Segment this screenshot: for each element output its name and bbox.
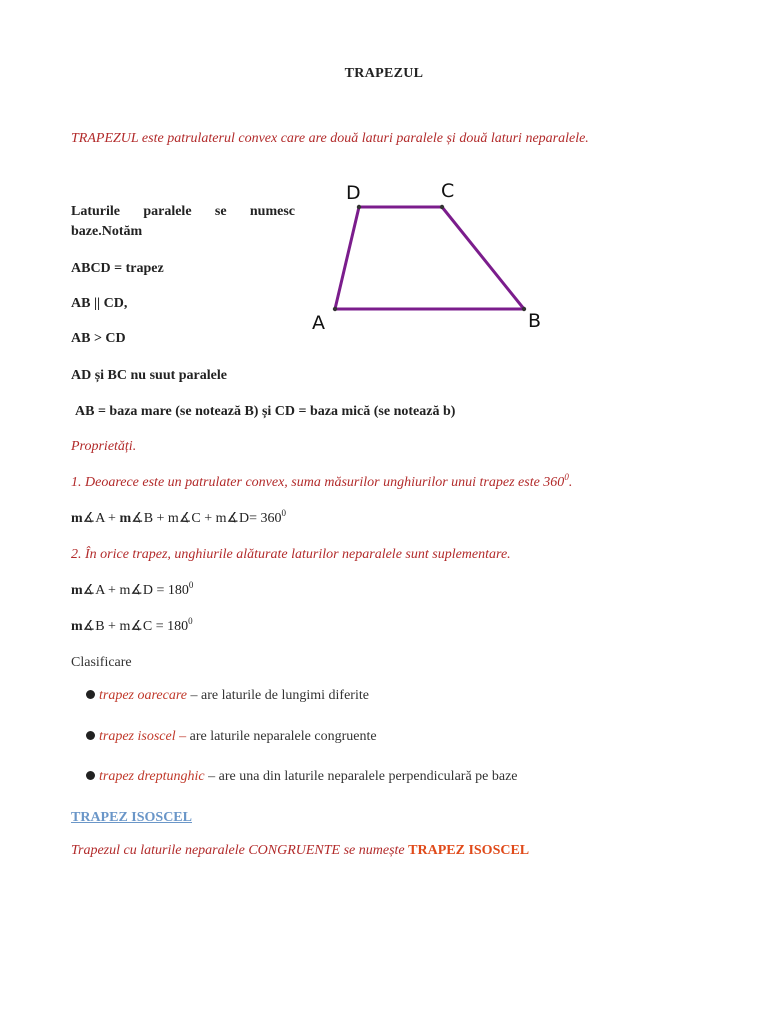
vertex-a-dot bbox=[333, 307, 337, 311]
list-item: trapez oarecare – are laturile de lungimi diferite bbox=[86, 688, 369, 704]
property-2: 2. În orice trapez, unghiurile alăturate laturilor neparalele sunt suplementare. bbox=[71, 547, 511, 562]
bases-line-2: baze.Notăm bbox=[71, 224, 143, 239]
greater-statement: AB > CD bbox=[71, 331, 126, 346]
vertex-c-dot bbox=[440, 205, 444, 209]
classification-heading: Clasificare bbox=[71, 655, 132, 670]
vertex-label-d: D bbox=[346, 182, 361, 204]
vertex-d-dot bbox=[357, 205, 361, 209]
list-item: trapez isoscel – are laturile neparalele congruente bbox=[86, 729, 377, 745]
bases-line-1: Laturile paralele se numesc bbox=[71, 204, 295, 219]
bullet-icon bbox=[86, 771, 95, 780]
vertex-label-c: C bbox=[441, 180, 455, 202]
properties-heading: Proprietăți. bbox=[71, 439, 137, 454]
formula-a-d: m∡A + m∡D = $180^0$ bbox=[71, 580, 194, 598]
isoscel-definition: Trapezul cu laturile neparalele CONGRUENTE se numește TRAPEZ ISOSCEL bbox=[71, 843, 530, 858]
page-title: TRAPEZUL bbox=[344, 66, 424, 81]
bullet-icon bbox=[86, 690, 95, 699]
vertex-b-dot bbox=[522, 307, 526, 311]
formula-b-c: m∡B + m∡C = $180^0$ bbox=[71, 616, 193, 634]
vertex-label-a: A bbox=[312, 312, 325, 334]
bases-paragraph bbox=[71, 202, 295, 242]
vertex-label-b: B bbox=[528, 310, 542, 332]
abcd-notation: ABCD = trapez bbox=[71, 261, 164, 276]
trapezoid-definition: TRAPEZUL este patrulaterul convex care are două laturi paralele și două laturi neparalele. bbox=[71, 131, 589, 146]
formula-sum-360: m∡A + m∡B + m∡C + m∡D= $360^0$ bbox=[71, 508, 287, 526]
property-1: 1. Deoarece este un patrulater convex, suma măsurilor unghiurilor unui trapez este $360^0$. bbox=[71, 472, 573, 490]
parallel-statement: AB || CD, bbox=[71, 296, 128, 311]
trapezoid-shape bbox=[335, 207, 524, 309]
trapezoid-figure bbox=[305, 175, 565, 335]
bases-names: AB = baza mare (se notează B) și CD = baza mică (se notează b) bbox=[75, 404, 456, 419]
isoscel-heading-link[interactable]: TRAPEZ ISOSCEL bbox=[71, 810, 192, 825]
not-parallel-statement: AD și BC nu suut paralele bbox=[71, 368, 227, 383]
bullet-icon bbox=[86, 731, 95, 740]
list-item: trapez dreptunghic – are una din laturile neparalele perpendiculară pe baze bbox=[86, 769, 518, 785]
